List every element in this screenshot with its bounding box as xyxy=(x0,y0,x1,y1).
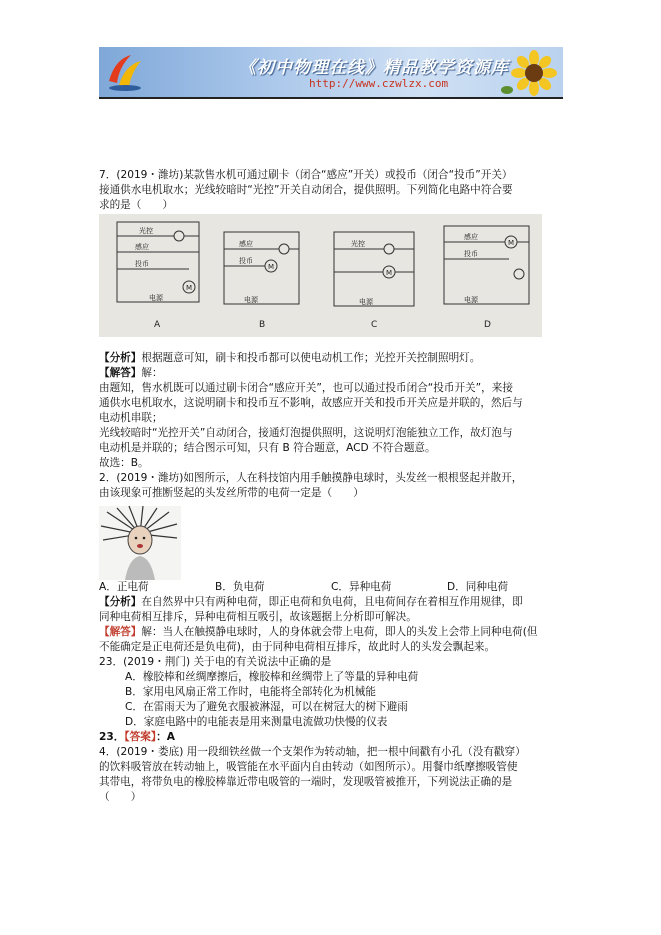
label-tb-d: 投币 xyxy=(464,250,478,258)
q23-answer: 23．【答案】：A xyxy=(99,731,175,743)
analysis2-line2: 同种电荷相互排斥，异种电荷相互吸引，故该题据上分析即可解决。 xyxy=(99,611,417,623)
q4-line4: （ ） xyxy=(99,791,142,803)
analysis7-line7: 电动机是并联的；结合图示可知，只有 B 符合题意，ACD 不符合题意。 xyxy=(99,442,436,454)
label-dy-d: 电源 xyxy=(464,296,478,304)
circuit-d xyxy=(444,226,529,304)
analysis2-line4: 不能确定是正电荷还是负电荷)，由于同种电荷相互排斥，故此时人的头发会飘起来。 xyxy=(99,641,496,653)
q23-line1: 23．(2019・荆门) 关于电的有关说法中正确的是 xyxy=(99,656,332,668)
option-label-d: D xyxy=(484,320,491,330)
logo-icon xyxy=(105,51,145,93)
circuit-c xyxy=(334,232,414,306)
q4-line3: 其带电，将带负电的橡胶棒靠近带电吸管的一端时，发现吸管被推开，下列说法正确的是 xyxy=(99,776,513,788)
label-gk-a: 光控 xyxy=(139,227,153,235)
label-gy-a: 感应 xyxy=(135,243,149,251)
q7-line3: 求的是（ ） xyxy=(99,199,174,211)
label-m-b: M xyxy=(268,263,275,271)
analysis7-line3: 由题知，售水机既可以通过刷卡闭合“感应开关”，也可以通过投币闭合“投币开关”，来接 xyxy=(99,382,513,394)
q23-option-d: D．家庭电路中的电能表是用来测量电流做功快慢的仪表 xyxy=(125,716,388,728)
q2-option-a: A．正电荷 xyxy=(99,581,149,593)
sunflower-icon xyxy=(501,50,559,96)
q23-option-a: A．橡胶棒和丝绸摩擦后，橡胶棒和丝绸带上了等量的异种电荷 xyxy=(125,671,419,683)
circuit-diagrams-image xyxy=(99,214,542,337)
label-m-d: M xyxy=(508,239,515,247)
header-banner xyxy=(99,47,563,97)
option-label-c: C xyxy=(371,320,378,330)
analysis7-line1: 【分析】根据题意可知，刷卡和投币都可以使电动机工作；光控开关控制照明灯。 xyxy=(99,352,481,364)
label-gy-b: 感应 xyxy=(239,240,253,248)
label-tb-b: 投币 xyxy=(239,257,253,265)
solution-tag: 【解答】 xyxy=(99,367,142,379)
q7-line1: 7．(2019・潍坊)某款售水机可通过刷卡（闭合“感应”开关）或投币（闭合“投币”开关） xyxy=(99,169,513,181)
analysis7-line2: 【解答】解： xyxy=(99,367,163,379)
label-dy-b: 电源 xyxy=(244,296,258,304)
header-rule xyxy=(99,97,563,99)
q4-line1: 4．(2019・娄底) 用一段细铁丝做一个支架作为转动轴，把一根中间戳有小孔（没有戳穿） xyxy=(99,746,526,758)
label-gk-c: 光控 xyxy=(351,240,365,248)
q7-line2: 接通供水电机取水；光线较暗时“光控”开关自动闭合，提供照明。下列简化电路中符合要 xyxy=(99,184,513,196)
analysis-tag: 【分析】 xyxy=(99,596,142,608)
analysis7-line6: 光线较暗时“光控开关”自动闭合，接通灯泡提供照明，这说明灯泡能独立工作，故灯泡与 xyxy=(99,427,513,439)
banner-title: 《初中物理在线》精品教学资源库 xyxy=(239,58,509,78)
static-hair-figure xyxy=(99,506,181,580)
label-m-a: M xyxy=(186,284,193,292)
q23-option-b: B．家用电风扇正常工作时，电能将全部转化为机械能 xyxy=(125,686,376,698)
analysis2-line3: 【解答】解：当人在触摸静电球时，人的身体就会带上电荷，即人的头发上会带上同种电荷(但 xyxy=(99,626,538,638)
analysis7-line4: 通供水电机取水，这说明刷卡和投币互不影响，故感应开关和投币开关应是并联的，然后与 xyxy=(99,397,523,409)
analysis7-line8: 故选：B。 xyxy=(99,457,149,469)
analysis-tag: 【分析】 xyxy=(99,352,142,364)
label-dy-c: 电源 xyxy=(359,298,373,306)
q2-line2: 由该现象可推断竖起的头发丝所带的电荷一定是（ ） xyxy=(99,487,364,499)
q23-option-c: C．在雷雨天为了避免衣服被淋湿，可以在树冠大的树下避雨 xyxy=(125,701,408,713)
q2-option-d: D．同种电荷 xyxy=(447,581,509,593)
option-label-b: B xyxy=(259,320,266,330)
solution-tag: 【解答】 xyxy=(99,626,142,638)
label-gy-d: 感应 xyxy=(464,233,478,241)
label-dy-a: 电源 xyxy=(149,294,163,302)
q4-line2: 的饮料吸管放在转动轴上，吸管能在水平面内自由转动（如图所示）。用餐巾纸摩擦吸管使 xyxy=(99,761,518,773)
label-m-c: M xyxy=(386,269,393,277)
option-label-a: A xyxy=(154,320,161,330)
analysis2-line1: 【分析】在自然界中只有两种电荷，即正电荷和负电荷，且电荷间存在着相互作用规律，即 xyxy=(99,596,523,608)
answer-tag: 【答案】 xyxy=(124,731,157,743)
q2-option-c: C．异种电荷 xyxy=(331,581,392,593)
q2-line1: 2．(2019・潍坊)如图所示，人在科技馆内用手触摸静电球时，头发丝一根根竖起并散开， xyxy=(99,472,523,484)
q2-option-b: B．负电荷 xyxy=(215,581,265,593)
circuit-b xyxy=(224,232,299,304)
analysis7-line5: 电动机串联； xyxy=(99,412,163,424)
label-tb-a: 投币 xyxy=(135,260,149,268)
banner-url[interactable]: http://www.czwlzx.com xyxy=(309,77,449,90)
